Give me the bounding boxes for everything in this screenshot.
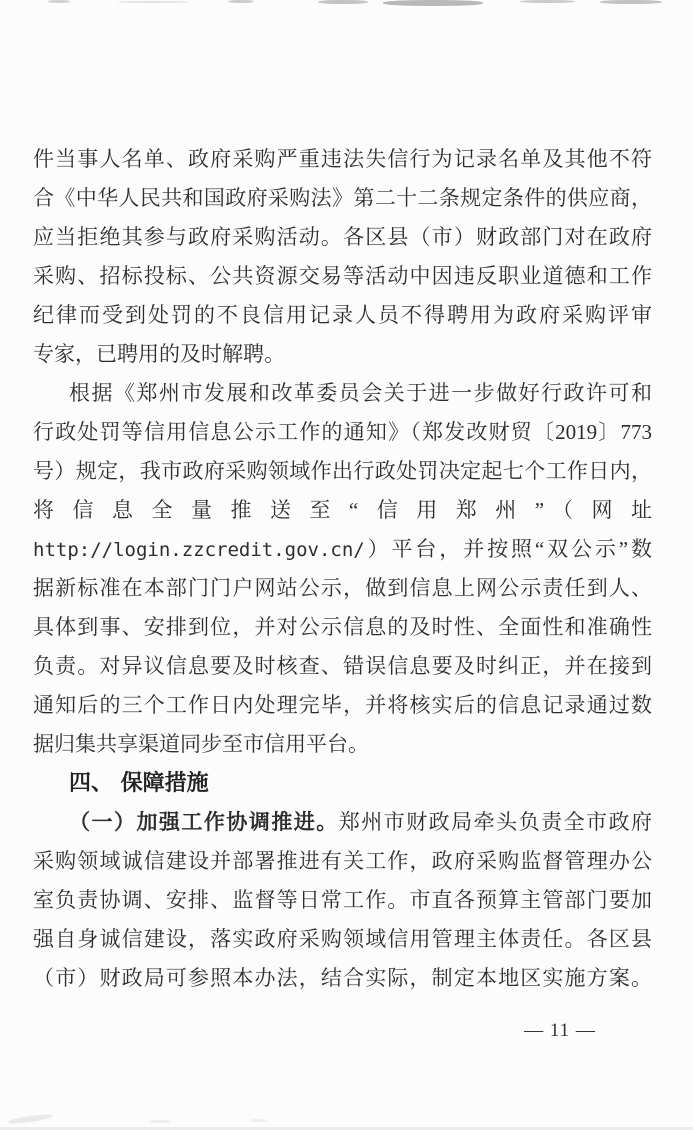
- text-line: （市）财政局可参照本办法，结合实际，制定本地区实施方案。: [33, 966, 652, 990]
- text-line: 采购、招标投标、公共资源交易等活动中因违反职业道德和工作: [33, 264, 652, 288]
- text-line: 负责。对异议信息要及时核查、错误信息要及时纠正，并在接到: [33, 654, 652, 678]
- text-line: 专家，已聘用的及时解聘。: [33, 342, 285, 366]
- text-line: [33, 803, 652, 842]
- scan-smudge: [520, 0, 575, 3]
- text-line: 据新标准在本部门门户网站公示，做到信息上网公示责任到人、: [33, 576, 652, 600]
- scan-smudge: [118, 1, 188, 3]
- text-line: 采购领域诚信建设并部署推进有关工作，政府采购监督管理办公: [33, 849, 652, 873]
- text-line: 行政处罚等信用信息公示工作的通知》（郑发改财贸〔2019〕773: [33, 420, 652, 444]
- text-segment: ）平台，并按照“双公示”数: [364, 537, 652, 561]
- scan-smudge: [383, 0, 483, 6]
- scan-smudge: [48, 0, 70, 3]
- text-line: 合《中华人民共和国政府采购法》第二十二条规定条件的供应商，: [33, 186, 652, 210]
- text-line: 具体到事、安排到位，并对公示信息的及时性、全面性和准确性: [33, 615, 652, 639]
- text-line: 据归集共享渠道同步至市信用平台。: [33, 732, 369, 756]
- document-body: [33, 140, 652, 998]
- text-segment: 郑州市财政局牵头负责全市政府: [338, 810, 652, 834]
- credit-platform-url: http://login.zzcredit.gov.cn/: [33, 539, 365, 561]
- paragraph-lead: （一）加强工作协调推进。: [69, 810, 339, 834]
- scan-smudge: [150, 1120, 170, 1123]
- text-line: [33, 530, 652, 569]
- text-line: 号）规定，我市政府采购领域作出行政处罚决定起七个工作日内，: [33, 459, 652, 483]
- text-line: 将信息全量推送至“信用郑州”（网址: [33, 498, 652, 522]
- text-line: 纪律而受到处罚的不良信用记录人员不得聘用为政府采购评审: [33, 303, 652, 327]
- scan-smudge: [600, 0, 662, 4]
- section-heading: 四、 保障措施: [69, 771, 209, 796]
- text-line: 通知后的三个工作日内处理完毕，并将核实后的信息记录通过数: [33, 693, 652, 717]
- scan-smudge: [8, 1113, 53, 1125]
- text-line: 根据《郑州市发展和改革委员会关于进一步做好行政许可和: [69, 381, 652, 405]
- text-line: 应当拒绝其参与政府采购活动。各区县（市）财政部门对在政府: [33, 225, 652, 249]
- scan-smudge: [318, 0, 368, 4]
- scan-smudge: [250, 1119, 268, 1122]
- text-line: 室负责协调、安排、监督等日常工作。市直各预算主管部门要加: [33, 888, 652, 912]
- text-line: 件当事人名单、政府采购严重违法失信行为记录名单及其他不符: [33, 147, 652, 171]
- scan-smudge: [228, 0, 254, 3]
- text-line: 强自身诚信建设，落实政府采购领域信用管理主体责任。各区县: [33, 927, 652, 951]
- page-number: — 11 —: [524, 1020, 596, 1041]
